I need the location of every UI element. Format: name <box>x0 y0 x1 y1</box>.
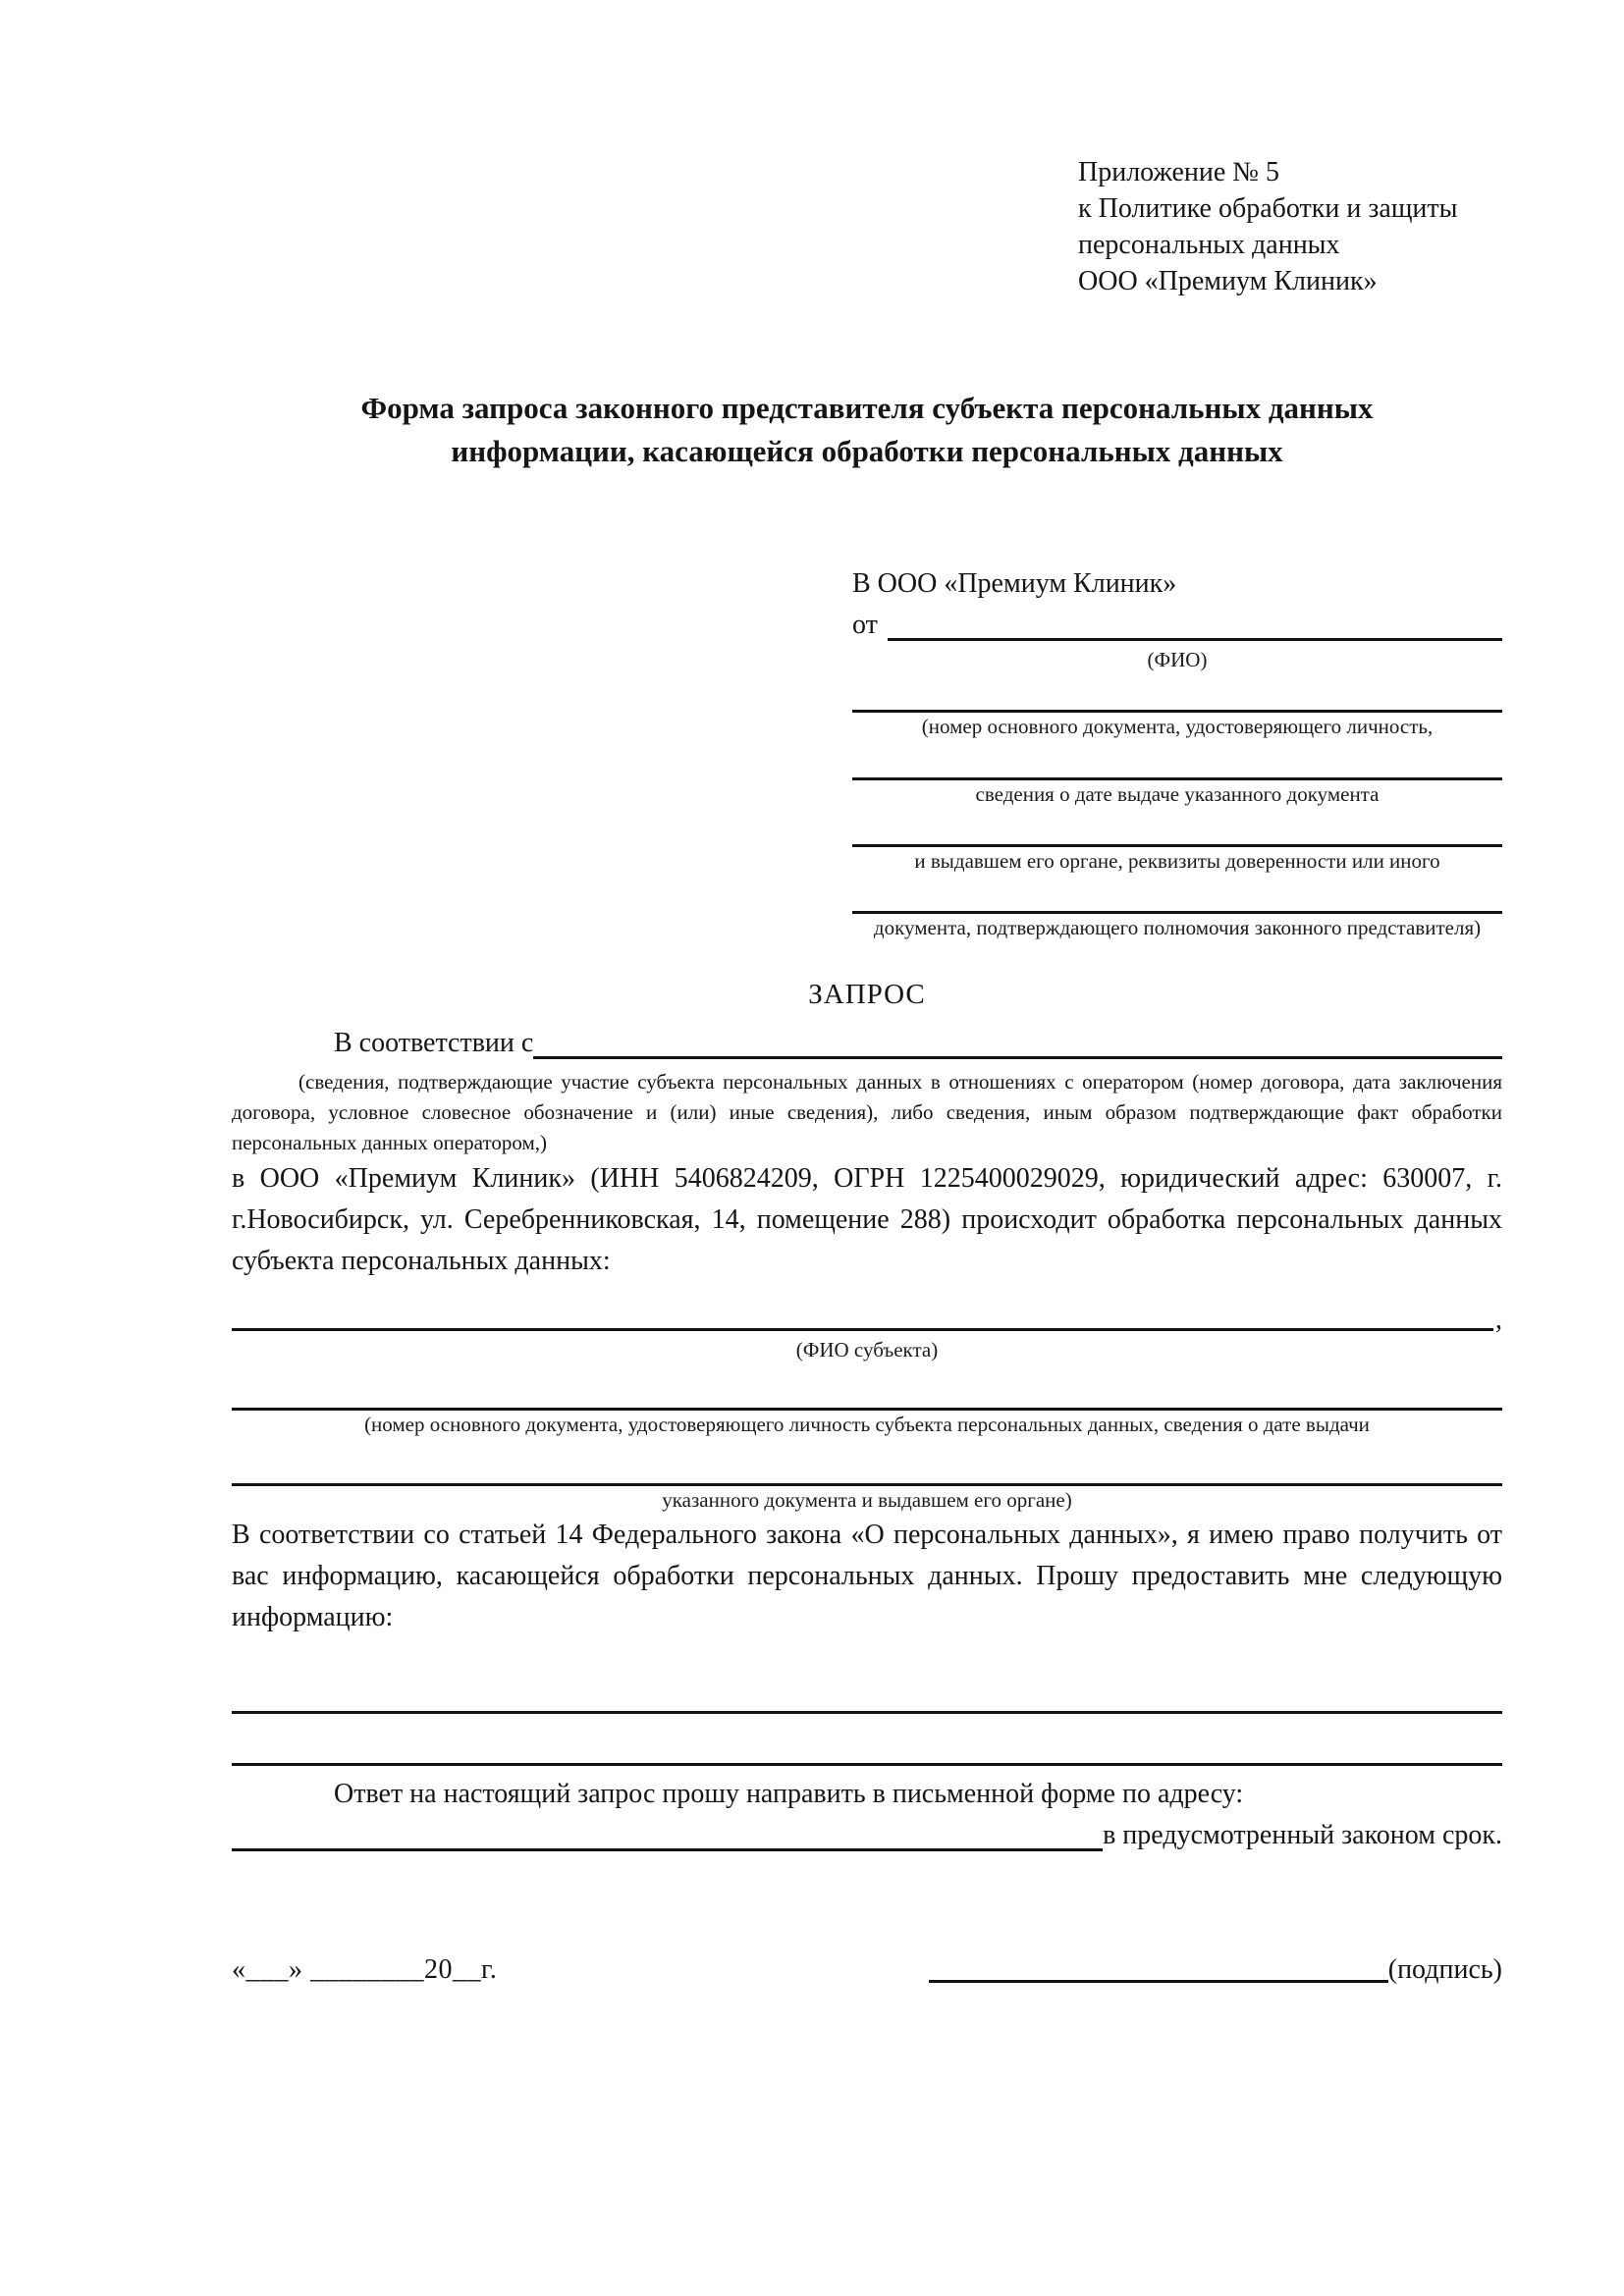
appendix-header-line: персональных данных <box>1078 229 1340 260</box>
appendix-header-line: Приложение № 5 <box>1078 157 1279 187</box>
date-blank-text: «___» ________20__г. <box>232 1954 498 1985</box>
issue-date-blank-line <box>852 748 1502 780</box>
answer-address-row <box>232 1815 1502 1856</box>
signature-row <box>232 1950 1502 1989</box>
field-caption: и выдавшем его органе, реквизиты доверенности или иного <box>914 849 1440 874</box>
field-caption: сведения о дате выдаче указанного документа <box>975 781 1380 806</box>
document-title-line: информации, касающейся обработки персональных данных <box>451 433 1283 468</box>
information-blank-line <box>232 1678 1502 1714</box>
subject-doc-caption: (номер основного документа, удостоверяющего личность субъекта персональных данных, сведения о дате выдачи <box>364 1413 1370 1437</box>
subject-doc-caption: указанного документа и выдавшем его органе) <box>662 1487 1072 1512</box>
document-title <box>232 387 1502 473</box>
authority-document-blank-line <box>852 881 1502 914</box>
appendix-header-line: к Политике обработки и защиты <box>1078 192 1458 224</box>
subject-doc-blank-line <box>232 1454 1502 1486</box>
signature-caption: (подпись) <box>1387 1954 1502 1985</box>
subject-fio-blank-line <box>232 1328 1493 1331</box>
intro-caption: (сведения, подтверждающие участие субъекта персональных данных в отношениях с оператором (номер договора, дата заключения договора, условное словесное обозначение и (или) иные сведения), либо сведения, иным образом подтверждающие факт обработки персональных данных оператором,) <box>232 1069 1502 1154</box>
fio-blank-line <box>888 638 1502 641</box>
addressee-field <box>852 881 1502 942</box>
request-heading: ЗАПРОС <box>808 978 926 1010</box>
operator-paragraph: в ООО «Премиум Клиник» (ИНН 5406824209, ОГРН 1225400029029, юридический адрес: 630007, г. г.Новосибирск, ул. Серебренниковская, 14, помещение 288) происходит обработка персональных данных субъекта персональных данных: <box>232 1163 1502 1277</box>
subject-fio-comma: , <box>1495 1305 1502 1336</box>
document-title-line: Форма запроса законного представителя субъекта персональных данных <box>360 390 1374 425</box>
subject-doc-blank-line <box>232 1378 1502 1411</box>
addressee-field <box>852 815 1502 876</box>
field-caption: (номер основного документа, удостоверяющего личность, <box>921 715 1434 739</box>
addressee-field <box>852 748 1502 809</box>
fio-caption: (ФИО) <box>1147 647 1208 671</box>
addressee-field <box>852 680 1502 741</box>
answer-tail-text: в предусмотренный законом срок. <box>1103 1820 1502 1850</box>
subject-fio-caption: (ФИО субъекта) <box>795 1337 939 1362</box>
field-caption: документа, подтверждающего полномочия законного представителя) <box>873 916 1482 940</box>
subject-fio-row <box>232 1306 1502 1336</box>
request-intro-row <box>232 1023 1502 1064</box>
appendix-header <box>1078 155 1502 300</box>
answer-paragraph: Ответ на настоящий запрос прошу направить в письменной форме по адресу: <box>334 1779 1244 1809</box>
doc-number-blank-line <box>852 680 1502 713</box>
basis-blank-line <box>533 1056 1502 1059</box>
intro-label: В соответствии с <box>334 1027 534 1058</box>
issuing-authority-blank-line <box>852 815 1502 847</box>
information-blank-line <box>232 1730 1502 1766</box>
address-blank-line <box>232 1848 1103 1851</box>
addressee-to: В ООО «Премиум Клиник» <box>852 567 1177 599</box>
appendix-header-line: ООО «Премиум Клиник» <box>1078 265 1378 296</box>
law-paragraph: В соответствии со статьей 14 Федерального закона «О персональных данных», я имею право получить от вас информацию, касающейся обработки персональных данных. Прошу предоставить мне следующую информацию: <box>232 1520 1502 1632</box>
signature-blank-line <box>929 1980 1388 1983</box>
from-label: от <box>852 609 878 640</box>
addressee-block <box>852 563 1502 943</box>
addressee-from-row <box>852 605 1502 646</box>
